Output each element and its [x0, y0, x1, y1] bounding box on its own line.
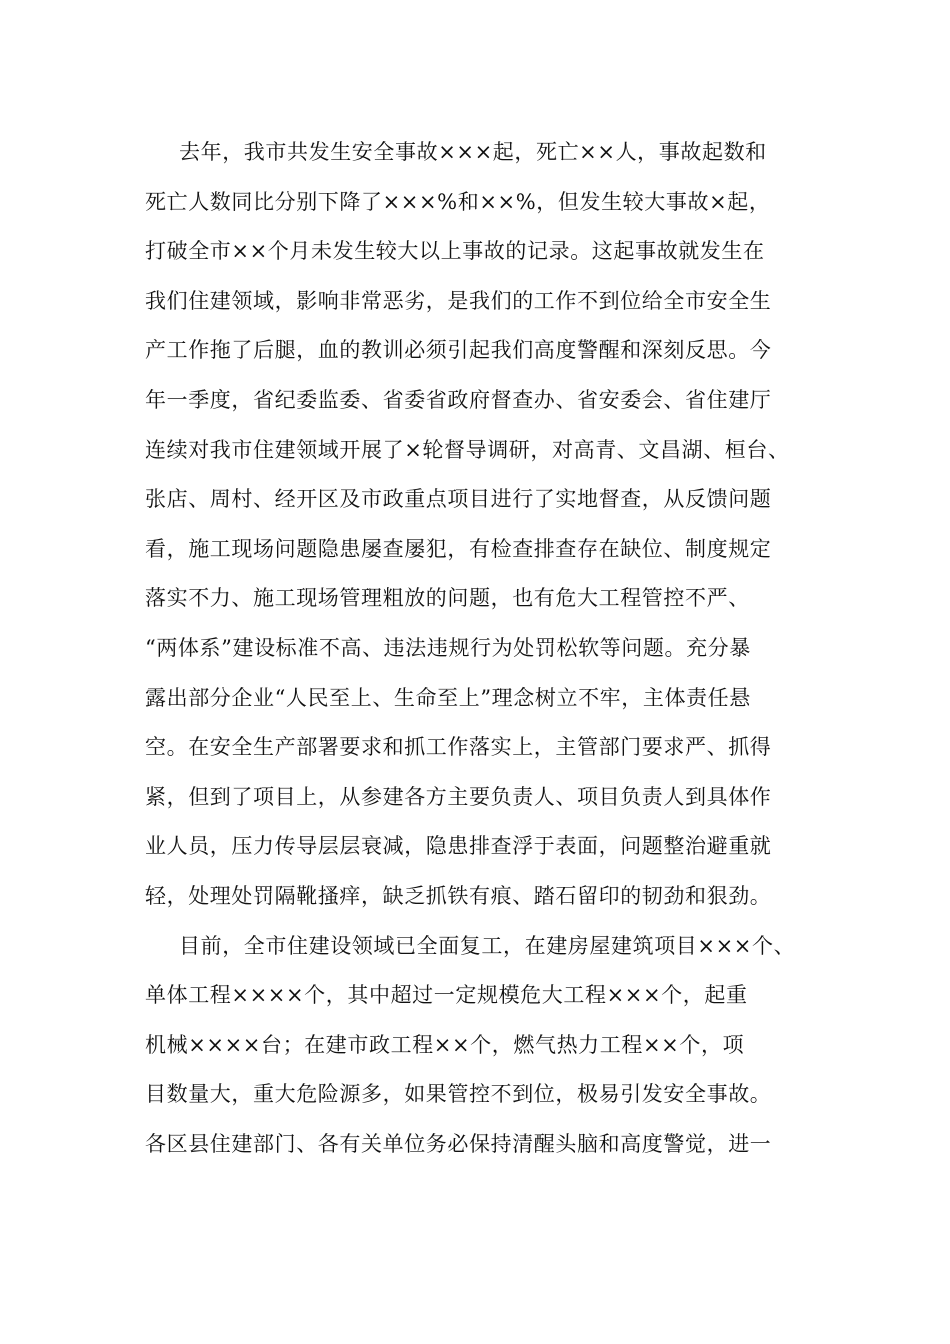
text-line: 死亡人数同比分别下降了×××%和××%，但发生较大事故×起， [145, 189, 771, 214]
text-line: 目前，全市住建设领域已全面复工，在建房屋建筑项目×××个、 [179, 933, 796, 958]
document-body [145, 128, 835, 1169]
paragraph-2 [145, 922, 835, 1170]
text-line: 年一季度，省纪委监委、省委省政府督查办、省安委会、省住建厅 [145, 387, 772, 412]
text-line: 去年，我市共发生安全事故×××起，死亡××人，事故起数和 [179, 140, 767, 164]
text-line: 张店、周村、经开区及市政重点项目进行了实地督查，从反馈问题 [145, 487, 772, 512]
text-line: 看，施工现场问题隐患屡查屡犯，有检查排查存在缺位、制度规定 [145, 536, 772, 561]
text-line: 我们住建领域，影响非常恶劣，是我们的工作不到位给全市安全生 [145, 288, 772, 313]
text-line: 连续对我市住建领域开展了×轮督导调研，对高青、文昌湖、桓台、 [145, 437, 790, 462]
text-line: 露出部分企业“人民至上、生命至上”理念树立不牢，主体责任悬 [145, 685, 751, 710]
text-line: 业人员，压力传导层层衰减，隐患排查浮于表面，问题整治避重就 [145, 834, 772, 859]
text-line: 打破全市××个月未发生较大以上事故的记录。这起事故就发生在 [145, 239, 765, 264]
text-line: 单体工程××××个，其中超过一定规模危大工程×××个，起重 [145, 983, 748, 1008]
text-line: 轻，处理处罚隔靴搔痒，缺乏抓铁有痕、踏石留印的韧劲和狠劲。 [145, 883, 772, 908]
text-line: 落实不力、施工现场管理粗放的问题，也有危大工程管控不严、 [145, 586, 750, 611]
text-line: 紧，但到了项目上，从参建各方主要负责人、项目负责人到具体作 [145, 784, 772, 809]
text-line: “两体系”建设标准不高、违法违规行为处罚松软等问题。充分暴 [145, 635, 751, 660]
text-line: 产工作拖了后腿，血的教训必须引起我们高度警醒和深刻反思。今 [145, 338, 772, 363]
text-line: 机械××××台；在建市政工程××个，燃气热力工程××个，项 [145, 1032, 745, 1057]
paragraph-1 [145, 128, 835, 922]
text-line: 目数量大，重大危险源多，如果管控不到位，极易引发安全事故。 [145, 1082, 772, 1107]
text-line: 空。在安全生产部署要求和抓工作落实上，主管部门要求严、抓得 [145, 735, 772, 760]
text-line: 各区县住建部门、各有关单位务必保持清醒头脑和高度警觉，进一 [145, 1131, 772, 1156]
